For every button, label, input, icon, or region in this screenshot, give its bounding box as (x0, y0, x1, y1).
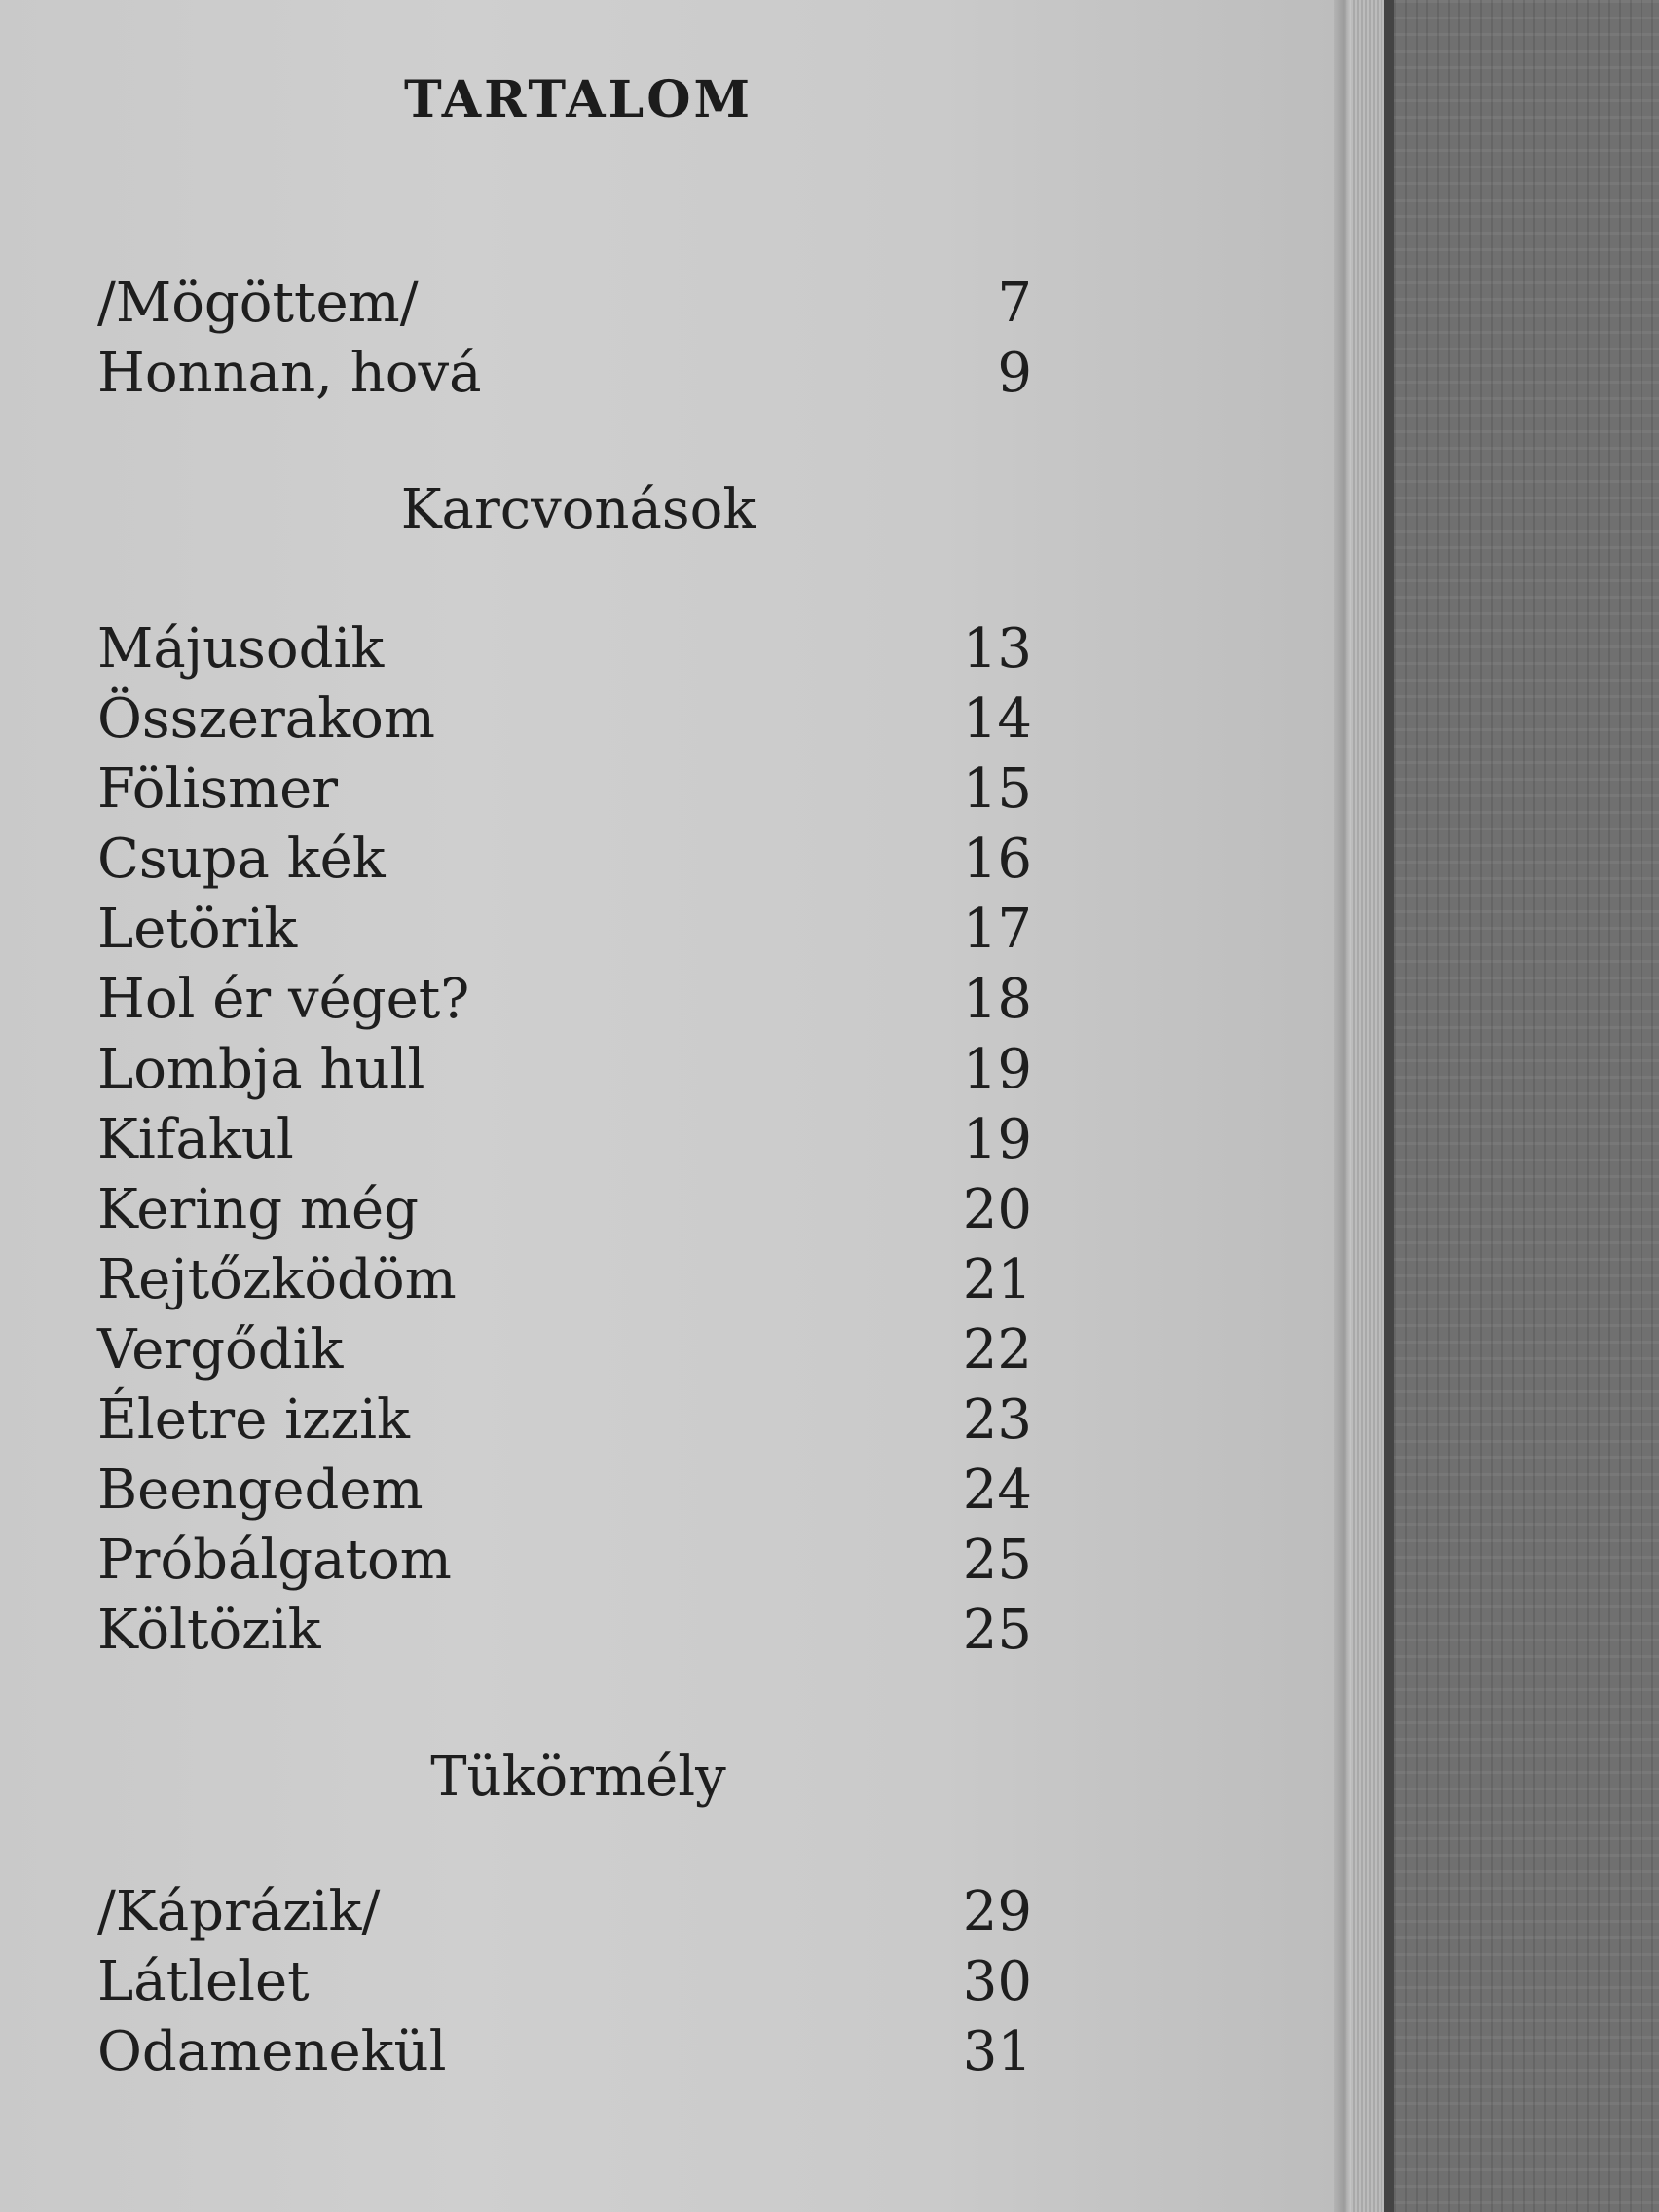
toc-entry (97, 684, 1032, 755)
toc-entry-page-number: 25 (962, 1599, 1032, 1662)
toc-entry (97, 895, 1032, 965)
toc-entry (97, 339, 1032, 409)
toc-entry-page-number: 18 (962, 968, 1032, 1031)
toc-entry-page-number: 22 (962, 1318, 1032, 1382)
toc-entry-title: Májusodik (97, 617, 385, 681)
toc-entry (97, 1526, 1032, 1596)
toc-entry-page-number: 24 (962, 1458, 1032, 1522)
toc-entry-page-number: 14 (962, 687, 1032, 751)
toc-entry-title: Csupa kék (97, 828, 386, 891)
toc-entry (97, 1035, 1032, 1105)
intro-entries (97, 269, 1032, 409)
toc-entry-title: Lombja hull (97, 1038, 425, 1101)
toc-entry (97, 1456, 1032, 1526)
toc-entry (97, 1245, 1032, 1315)
toc-entry-title: Rejtőzködöm (97, 1248, 457, 1311)
toc-entry (97, 1385, 1032, 1456)
toc-entry (97, 1105, 1032, 1175)
page-edge (1334, 0, 1351, 2212)
toc-entry-title: Kifakul (97, 1108, 294, 1171)
page-shadow (1384, 0, 1394, 2212)
toc-entry (97, 269, 1032, 339)
toc-entry-page-number: 17 (962, 898, 1032, 961)
toc-entry (97, 1877, 1032, 1947)
toc-entry-page-number: 20 (962, 1178, 1032, 1241)
toc-entry-page-number: 23 (962, 1388, 1032, 1452)
section-title-tukormely: Tükörmély (430, 1746, 726, 1809)
toc-entry-page-number: 13 (962, 617, 1032, 681)
toc-entry (97, 2017, 1032, 2087)
toc-entry-title: Próbálgatom (97, 1529, 452, 1592)
section-entries-karcvonasok (97, 614, 1032, 1666)
background-surface (1394, 0, 1659, 2212)
toc-heading: TARTALOM (403, 70, 754, 129)
toc-entry (97, 965, 1032, 1035)
toc-entry-page-number: 15 (962, 757, 1032, 821)
toc-entry-page-number: 16 (962, 828, 1032, 891)
toc-entry-title: Életre izzik (97, 1388, 410, 1452)
toc-entry-title: Fölismer (97, 757, 339, 821)
toc-entry-page-number: 9 (997, 342, 1032, 405)
toc-entry (97, 614, 1032, 684)
toc-entry-title: Beengedem (97, 1458, 424, 1522)
toc-entry (97, 1315, 1032, 1385)
toc-entry-page-number: 31 (962, 2020, 1032, 2083)
toc-entry-page-number: 25 (962, 1529, 1032, 1592)
section-entries-tukormely (97, 1877, 1032, 2087)
toc-entry (97, 1947, 1032, 2017)
toc-entry-page-number: 21 (962, 1248, 1032, 1311)
toc-entry-title: /Káprázik/ (97, 1880, 381, 1943)
section-title-karcvonasok: Karcvonások (400, 478, 756, 541)
toc-entry-page-number: 19 (962, 1108, 1032, 1171)
toc-entry-page-number: 19 (962, 1038, 1032, 1101)
toc-entry-title: Honnan, hová (97, 342, 482, 405)
toc-entry-title: Letörik (97, 898, 298, 961)
toc-entry-page-number: 7 (997, 272, 1032, 335)
toc-entry-title: Összerakom (97, 687, 435, 751)
toc-entry-page-number: 30 (962, 1950, 1032, 2013)
toc-entry-title: Költözik (97, 1599, 321, 1662)
toc-entry (97, 1175, 1032, 1245)
toc-entry (97, 1596, 1032, 1666)
toc-entry-title: Kering még (97, 1178, 419, 1241)
toc-entry-title: Látlelet (97, 1950, 310, 2013)
toc-entry-title: Odamenekül (97, 2020, 447, 2083)
toc-entry-title: Hol ér véget? (97, 968, 470, 1031)
toc-entry-page-number: 29 (962, 1880, 1032, 1943)
toc-entry-title: /Mögöttem/ (97, 272, 419, 335)
toc-entry (97, 825, 1032, 895)
toc-entry (97, 755, 1032, 825)
page-stack (1351, 0, 1384, 2212)
toc-entry-title: Vergődik (97, 1318, 344, 1382)
